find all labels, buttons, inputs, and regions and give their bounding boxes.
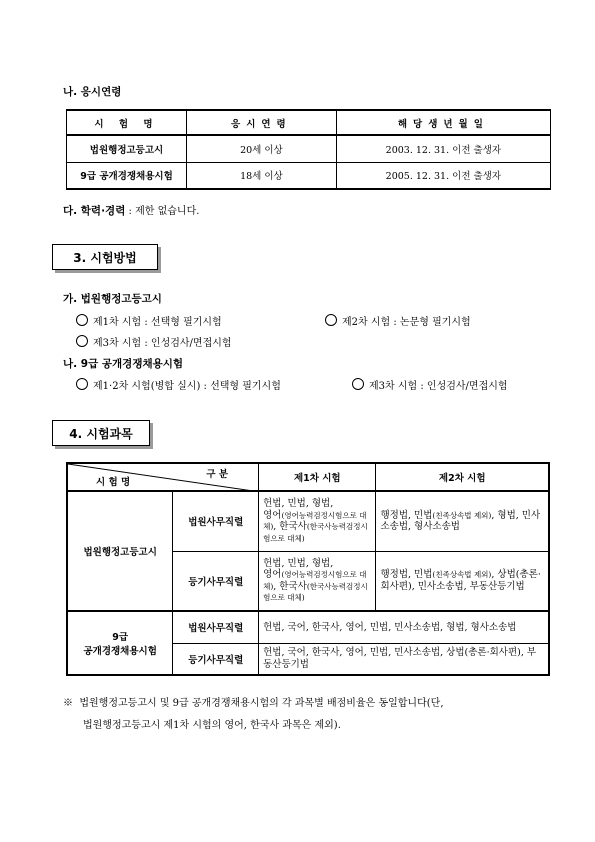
exam-name-cell: 9급 공개경쟁채용시험: [67, 162, 187, 189]
method-item: 제2차 시험 : 논문형 필기시험: [325, 313, 471, 328]
exam-cell: 9급 공개경쟁채용시험: [67, 611, 173, 675]
circle-bullet-icon: [76, 314, 88, 326]
age-cell: 20세 이상: [187, 135, 337, 162]
method-item: 제1·2차 시험(병합 실시) : 선택형 필기시험: [76, 377, 281, 392]
circle-bullet-icon: [76, 378, 88, 390]
section-4-title: 4. 시험과목: [52, 420, 150, 446]
job-cell: 등기사무직렬: [173, 643, 259, 675]
method-item: 제1차 시험 : 선택형 필기시험: [76, 313, 222, 328]
subjects-cell: 헌법, 국어, 한국사, 영어, 민법, 민사소송법, 형법, 형사소송법: [259, 611, 549, 643]
age-table: [66, 109, 551, 190]
table-row: [67, 162, 551, 189]
subjects-cell: 헌법, 국어, 한국사, 영어, 민법, 민사소송법, 상법(총론·회사편), 부동산등기법: [259, 643, 549, 675]
method-a-heading: 가. 법원행정고등고시: [63, 293, 162, 305]
second-subjects-cell: 행정법, 민법(친족상속법 제외), 상법(총론·회사편), 민사소송법, 부동산등기법: [376, 551, 549, 611]
note-mark: ※: [63, 698, 73, 709]
exam-cell: 법원행정고등고시: [67, 491, 173, 611]
note-line-2: 법원행정고등고시 제1차 시험의 영어, 한국사 과목은 제외).: [83, 720, 341, 731]
first-subjects-cell: 헌법, 민법, 형법, 영어(영어능력검정시험으로 대체), 한국사(한국사능력검정시험으로 대체): [259, 551, 376, 611]
job-cell: 법원사무직렬: [173, 611, 259, 643]
col-header-first: 제1차 시험: [259, 463, 376, 491]
circle-bullet-icon: [325, 314, 337, 326]
table-row: [67, 611, 549, 643]
table-row: [67, 135, 551, 162]
job-cell: 등기사무직렬: [173, 551, 259, 611]
section-3-title: 3. 시험방법: [52, 244, 158, 270]
education-label: 다. 학력·경력: [63, 205, 126, 217]
corner-top-label: 구 분: [206, 469, 229, 480]
circle-bullet-icon: [352, 378, 364, 390]
method-b-heading: 나. 9급 공개경쟁채용시험: [63, 358, 184, 370]
education-text: : 제한 없습니다.: [125, 206, 200, 217]
circle-bullet-icon: [76, 335, 88, 347]
birth-cell: 2005. 12. 31. 이전 출생자: [336, 162, 550, 189]
table-row: [67, 491, 549, 551]
corner-bottom-label: 시 험 명: [96, 477, 131, 488]
age-table-header: 해당생년월일: [336, 110, 550, 135]
age-heading: 나. 응시연령: [63, 86, 122, 98]
corner-cell: [67, 463, 259, 491]
age-table-header: 시 험 명: [67, 110, 187, 135]
col-header-second: 제2차 시험: [376, 463, 549, 491]
subjects-table: [66, 462, 550, 676]
age-cell: 18세 이상: [187, 162, 337, 189]
method-item: 제3차 시험 : 인성검사/면접시험: [352, 377, 508, 392]
age-table-header: 응시연령: [187, 110, 337, 135]
method-item: 제3차 시험 : 인성검사/면접시험: [76, 334, 232, 349]
job-cell: 법원사무직렬: [173, 491, 259, 551]
birth-cell: 2003. 12. 31. 이전 출생자: [336, 135, 550, 162]
education-line: [63, 202, 199, 218]
first-subjects-cell: 헌법, 민법, 형법, 영어(영어능력검정시험으로 대체), 한국사(한국사능력검정시험으로 대체): [259, 491, 376, 551]
exam-name-cell: 법원행정고등고시: [67, 135, 187, 162]
second-subjects-cell: 행정법, 민법(친족상속법 제외), 형법, 민사소송법, 형사소송법: [376, 491, 549, 551]
footnote: [63, 693, 553, 737]
note-line-1: 법원행정고등고시 및 9급 공개경쟁채용시험의 각 과목별 배점비율은 동일합니다(단,: [79, 698, 444, 709]
